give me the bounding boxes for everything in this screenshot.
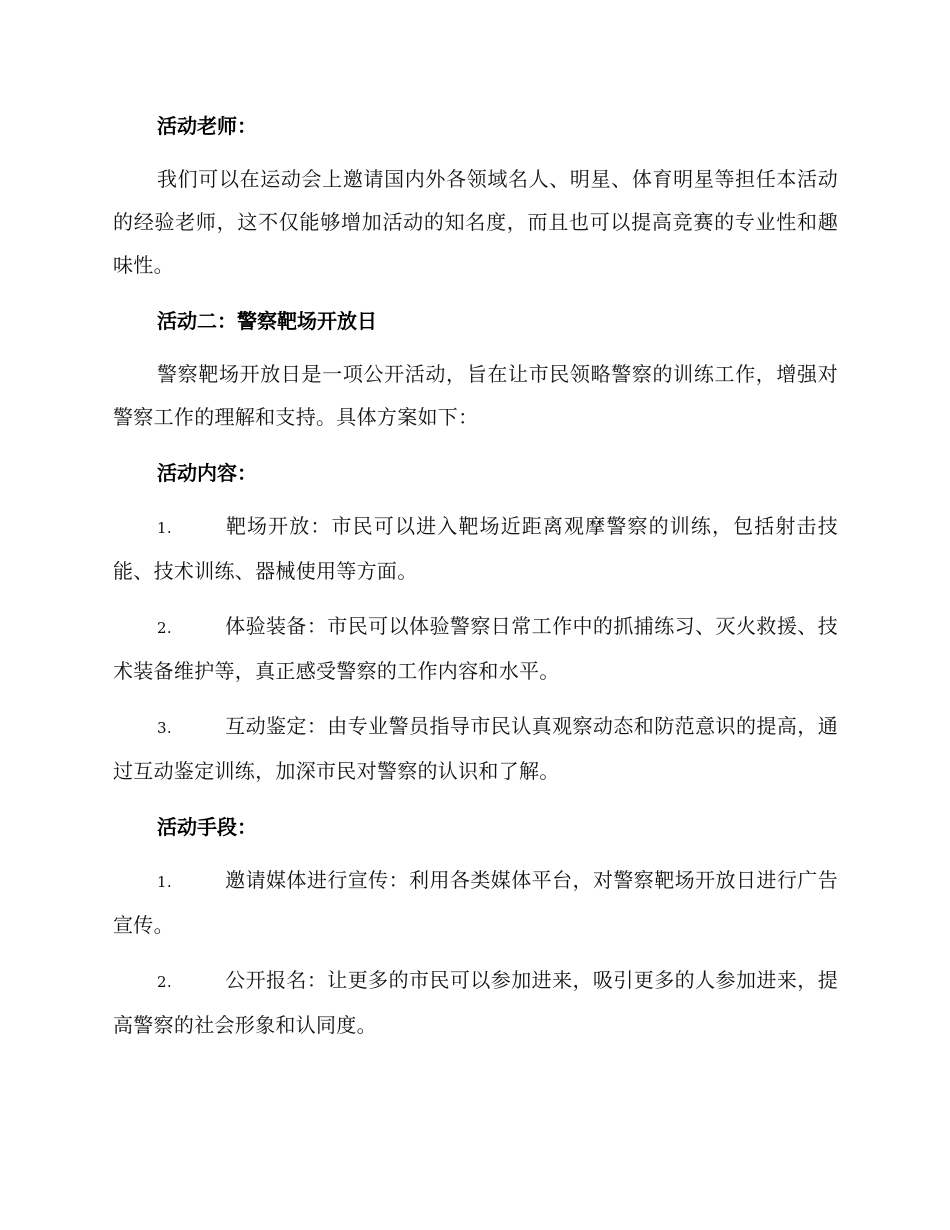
spacer bbox=[113, 148, 838, 158]
list-number: 1. bbox=[157, 873, 172, 891]
spacer bbox=[113, 287, 838, 299]
teacher-paragraph: 我们可以在运动会上邀请国内外各领域名人、明星、体育明星等担任本活动的经验老师，这不仅能够增加活动的知名度，而且也可以提高竞赛的专业性和趣味性。 bbox=[113, 167, 838, 277]
list-item-text: 邀请媒体进行宣传：利用各类媒体平台，对警察靶场开放日进行广告宣传。 bbox=[113, 868, 838, 937]
list-item-text: 靶场开放：市民可以进入靶场近距离观摩警察的训练，包括射击技能、技术训练、器械使用等方面。 bbox=[113, 514, 838, 583]
spacer bbox=[113, 693, 838, 705]
document-page bbox=[113, 104, 838, 1047]
content-item-2 bbox=[113, 605, 838, 693]
activity2-paragraph: 警察靶场开放日是一项公开活动，旨在让市民领略警察的训练工作，增强对警察工作的理解和支持。具体方案如下： bbox=[113, 362, 838, 429]
content-heading: 活动内容： bbox=[157, 461, 257, 485]
list-item-text: 公开报名：让更多的市民可以参加进来，吸引更多的人参加进来，提高警察的社会形象和认同度。 bbox=[113, 968, 838, 1037]
means-item-2 bbox=[113, 959, 838, 1047]
list-number: 3. bbox=[157, 719, 172, 737]
teacher-heading: 活动老师： bbox=[157, 114, 257, 138]
spacer bbox=[113, 947, 838, 959]
spacer bbox=[113, 439, 838, 451]
means-item-1 bbox=[113, 859, 838, 947]
content-item-3 bbox=[113, 705, 838, 793]
spacer bbox=[113, 793, 838, 805]
activity2-heading: 活动二：警察靶场开放日 bbox=[157, 309, 377, 333]
list-item-text: 互动鉴定：由专业警员指导市民认真观察动态和防范意识的提高，通过互动鉴定训练，加深市民对警察的认识和了解。 bbox=[113, 714, 838, 783]
list-number: 2. bbox=[157, 619, 172, 637]
means-heading: 活动手段： bbox=[157, 815, 257, 839]
spacer bbox=[113, 849, 838, 859]
list-number: 2. bbox=[157, 973, 172, 991]
list-number: 1. bbox=[157, 519, 172, 537]
spacer bbox=[113, 593, 838, 605]
content-item-1 bbox=[113, 505, 838, 593]
list-item-text: 体验装备：市民可以体验警察日常工作中的抓捕练习、灭火救援、技术装备维护等，真正感受警察的工作内容和水平。 bbox=[113, 614, 838, 683]
spacer bbox=[113, 495, 838, 505]
spacer bbox=[113, 343, 838, 353]
